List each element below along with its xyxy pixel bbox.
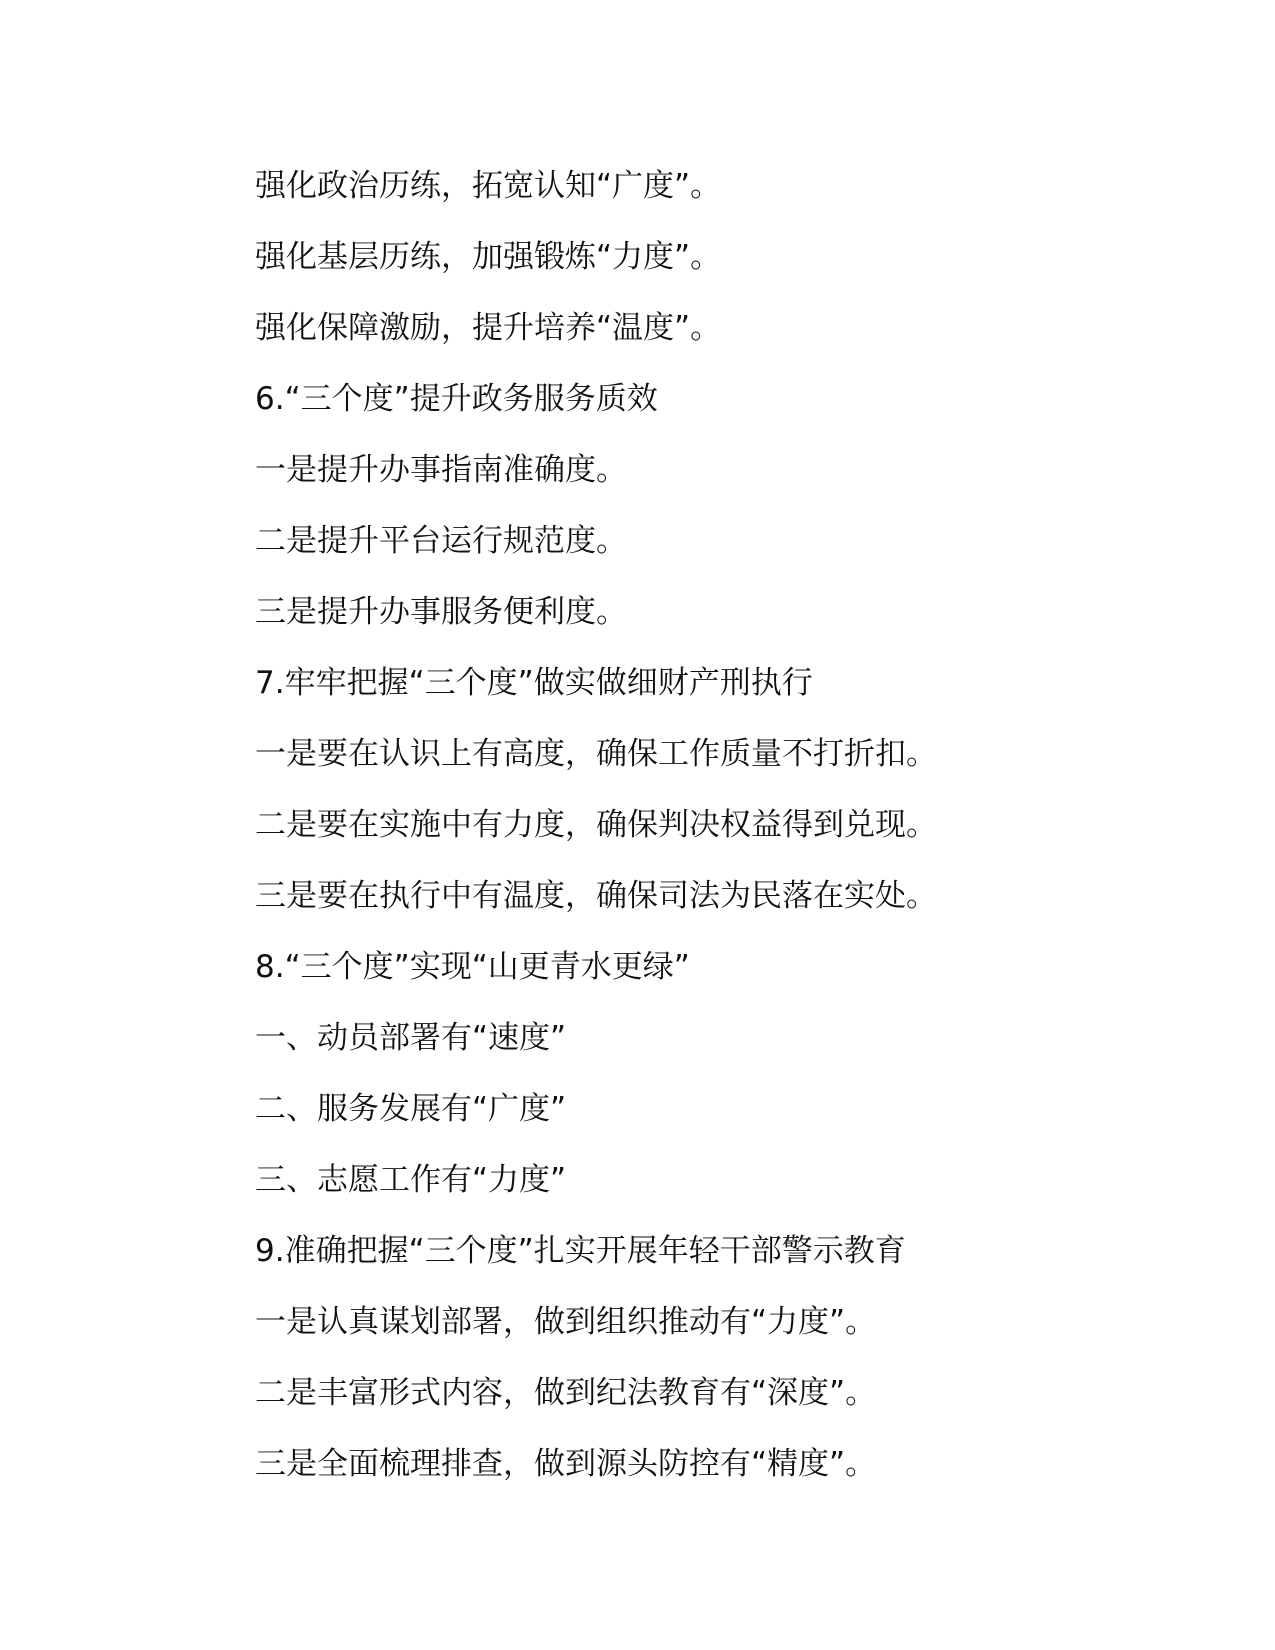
text-line: 一是认真谋划部署，做到组织推动有“力度”。 [255,1304,877,1340]
document-body [255,151,1155,1500]
text-line: 三是要在执行中有温度，确保司法为民落在实处。 [255,878,937,914]
section-heading: 8.“三个度”实现“山更青水更绿” [255,949,690,985]
text-line: 三是提升办事服务便利度。 [255,594,627,630]
text-line: 强化基层历练，加强锻炼“力度”。 [255,239,722,275]
text-line: 一是提升办事指南准确度。 [255,452,627,488]
section-heading: 6.“三个度”提升政务服务质效 [255,381,658,417]
text-line: 三是全面梳理排查，做到源头防控有“精度”。 [255,1446,877,1482]
text-line: 二是提升平台运行规范度。 [255,523,627,559]
text-line: 二是要在实施中有力度，确保判决权益得到兑现。 [255,807,937,843]
section-heading: 7.牢牢把握“三个度”做实做细财产刑执行 [255,665,813,701]
text-line: 二是丰富形式内容，做到纪法教育有“深度”。 [255,1375,877,1411]
text-line: 强化政治历练，拓宽认知“广度”。 [255,168,722,204]
text-line: 一是要在认识上有高度，确保工作质量不打折扣。 [255,736,937,772]
section-heading: 9.准确把握“三个度”扎实开展年轻干部警示教育 [255,1233,906,1269]
text-line: 一、动员部署有“速度” [255,1020,567,1056]
text-line: 三、志愿工作有“力度” [255,1162,567,1198]
text-line: 二、服务发展有“广度” [255,1091,567,1127]
text-line: 强化保障激励，提升培养“温度”。 [255,310,722,346]
